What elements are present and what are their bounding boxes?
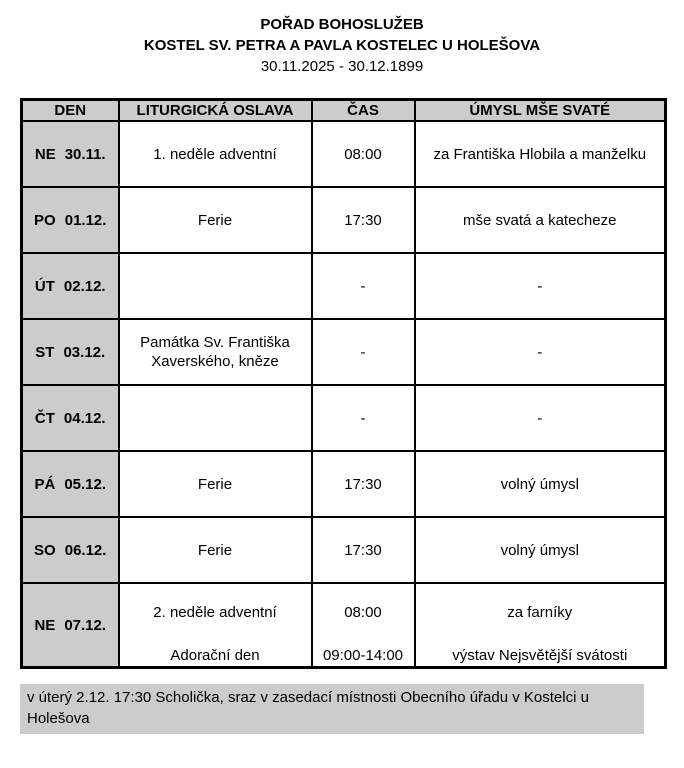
day-abbrev: PO [34, 211, 56, 229]
celebration-cell [119, 583, 312, 668]
time-line-2: 09:00-14:00 [322, 647, 404, 664]
schedule-table [20, 98, 667, 669]
day-date: 07.12. [64, 616, 107, 634]
intention-cell: za Františka Hlobila a manželku [415, 121, 666, 187]
church-subtitle: KOSTEL SV. PETRA A PAVLA KOSTELEC U HOLEŠOVA [143, 37, 541, 54]
time-cell: 17:30 [312, 517, 415, 583]
date-range: 30.11.2025 - 30.12.1899 [260, 58, 424, 75]
intention-cell: - [415, 253, 666, 319]
day-cell [22, 121, 119, 187]
day-abbrev: ČT [34, 409, 55, 427]
day-cell [22, 451, 119, 517]
day-abbrev: NE [34, 616, 56, 634]
day-abbrev: ÚT [34, 277, 55, 295]
time-line-1: 08:00 [344, 604, 382, 621]
day-date: 05.12. [64, 475, 107, 493]
day-abbrev: PÁ [34, 475, 56, 493]
day-cell [22, 319, 119, 385]
table-row [22, 187, 666, 253]
time-cell: - [312, 253, 415, 319]
celebration-line-2: Adorační den [170, 647, 260, 664]
celebration-cell [119, 385, 312, 451]
col-header-umysl: ÚMYSL MŠE SVATÉ [415, 100, 666, 122]
table-row [22, 451, 666, 517]
day-abbrev: NE [34, 145, 56, 163]
day-abbrev: SO [34, 541, 56, 559]
celebration-cell: Ferie [119, 451, 312, 517]
intention-cell: - [415, 385, 666, 451]
col-header-liturgicka-oslava: LITURGICKÁ OSLAVA [119, 100, 312, 122]
intention-line-1: za farníky [507, 604, 573, 621]
celebration-line-1: 2. neděle adventní [153, 604, 277, 621]
intention-cell: volný úmysl [415, 451, 666, 517]
day-date: 30.11. [64, 145, 106, 163]
celebration-cell: 1. neděle adventní [119, 121, 312, 187]
header-row [22, 100, 666, 122]
intention-cell: mše svatá a katecheze [415, 187, 666, 253]
celebration-cell [119, 253, 312, 319]
page-title: POŘAD BOHOSLUŽEB [260, 16, 424, 33]
title-block [20, 14, 664, 77]
footer-note: v úterý 2.12. 17:30 Scholička, sraz v zasedací místnosti Obecního úřadu v Kostelci u Holešova [20, 684, 644, 734]
table-row [22, 583, 666, 668]
day-date: 01.12. [64, 211, 107, 229]
day-abbrev: ST [35, 343, 55, 361]
day-cell [22, 583, 119, 668]
celebration-cell: Památka Sv. Františka Xaverského, kněze [119, 319, 312, 385]
table-row [22, 385, 666, 451]
table-row [22, 121, 666, 187]
day-cell [22, 385, 119, 451]
time-cell: 17:30 [312, 187, 415, 253]
intention-line-2: výstav Nejsvětější svátosti [452, 647, 628, 664]
celebration-cell: Ferie [119, 187, 312, 253]
day-date: 06.12. [64, 541, 107, 559]
celebration-cell: Ferie [119, 517, 312, 583]
day-date: 04.12. [63, 409, 106, 427]
table-row [22, 517, 666, 583]
intention-cell: volný úmysl [415, 517, 666, 583]
time-cell: - [312, 319, 415, 385]
day-cell [22, 187, 119, 253]
day-cell [22, 253, 119, 319]
time-cell: 17:30 [312, 451, 415, 517]
intention-cell: - [415, 319, 666, 385]
time-cell: - [312, 385, 415, 451]
col-header-cas: ČAS [312, 100, 415, 122]
table-row [22, 319, 666, 385]
day-cell [22, 517, 119, 583]
col-header-den: DEN [22, 100, 119, 122]
time-cell [312, 583, 415, 668]
table-row [22, 253, 666, 319]
time-cell: 08:00 [312, 121, 415, 187]
day-date: 02.12. [63, 277, 106, 295]
day-date: 03.12. [63, 343, 106, 361]
intention-cell [415, 583, 666, 668]
